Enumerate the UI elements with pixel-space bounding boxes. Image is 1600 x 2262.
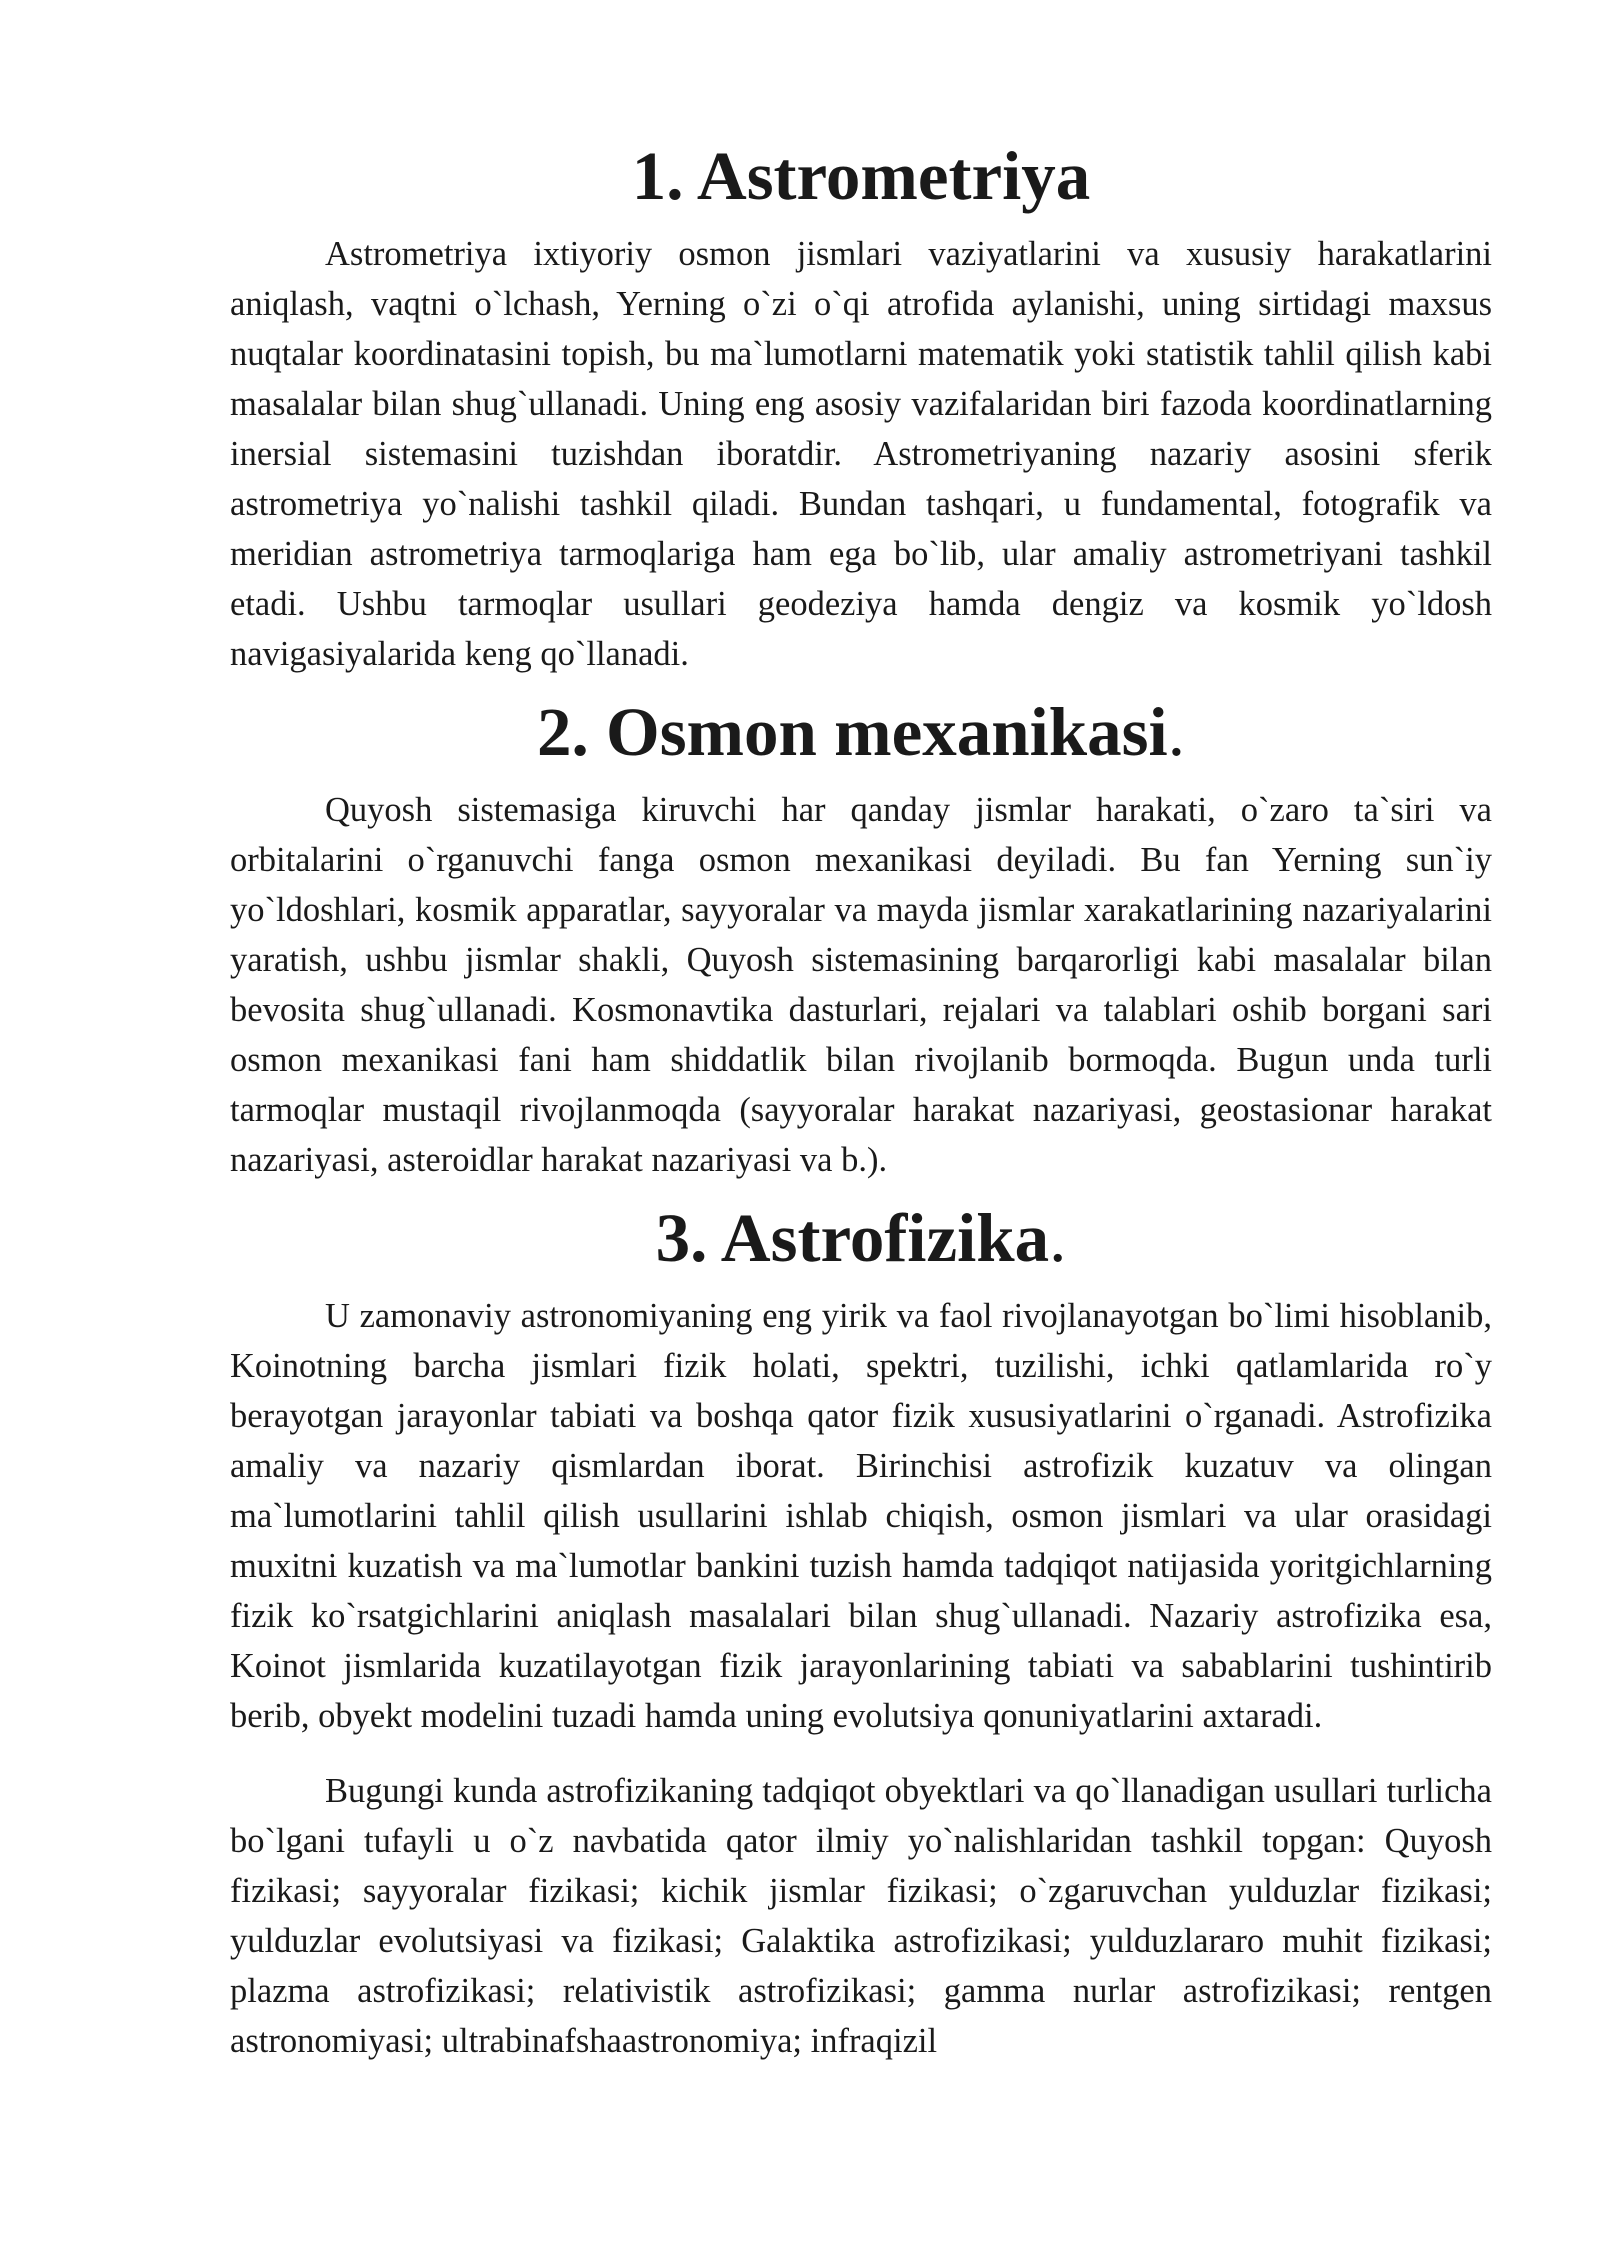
- section-osmon-mexanikasi: [230, 694, 1492, 1185]
- heading-text: 2. Osmon mexanikasi: [537, 694, 1168, 770]
- paragraph: U zamonaviy astronomiyaning eng yirik va faol rivojlanayotgan bo`limi hisoblanib, Koinotning barcha jismlari fizik holati, spektri, tuzilishi, ichki qatlamlarida ro`y berayotgan jarayonlar tabiati va boshqa qator fizik xususiyatlarini o`rganadi. Astrofizika amaliy va nazariy qismlardan iborat. Birinchisi astrofizik kuzatuv va olingan ma`lumotlarini tahlil qilish usullarini ishlab chiqish, osmon jismlari va ular orasidagi muxitni kuzatish va ma`lumotlar bankini tuzish hamda tadqiqot natijasida yoritgichlarning fizik ko`rsatgichlarini aniqlash masalalari bilan shug`ullanadi. Nazariy astrofizika esa, Koinot jismlarida kuzatilayotgan fizik jarayonlarining tabiati va sabablarini tushintirib berib, obyekt modelini tuzadi hamda uning evolutsiya qonuniyatlarini axtaradi.: [230, 1297, 1492, 1735]
- section-astrometriya: [230, 138, 1492, 679]
- document-body: [230, 138, 1492, 2066]
- section-heading: [230, 1200, 1492, 1276]
- heading-suffix: .: [1167, 694, 1185, 770]
- section-heading: [230, 138, 1492, 214]
- section-heading: [230, 694, 1492, 770]
- heading-text: 1. Astrometriya: [631, 138, 1091, 214]
- paragraph: Bugungi kunda astrofizikaning tadqiqot obyektlari va qo`llanadigan usullari turlicha bo`lgani tufayli u o`z navbatida qator ilmiy yo`nalishlaridan tashkil topgan: Quyosh fizikasi; sayyoralar fizikasi; kichik jismlar fizikasi; o`zgaruvchan yulduzlar fizikasi; yulduzlar evolutsiyasi va fizikasi; Galaktika astrofizikasi; yulduzlararo muhit fizikasi; plazma astrofizikasi; relativistik astrofizikasi; gamma nurlar astrofizikasi; rentgen astronomiyasi; ultrabinafshaastronomiya; infraqizil: [230, 1772, 1492, 2060]
- paragraph: Astrometriya ixtiyoriy osmon jismlari vaziyatlarini va xususiy harakatlarini aniqlash, vaqtni o`lchash, Yerning o`zi o`qi atrofida aylanishi, uning sirtidagi maxsus nuqtalar koordinatasini topish, bu ma`lumotlarni matematik yoki statistik tahlil qilish kabi masalalar bilan shug`ullanadi. Uning eng asosiy vazifalaridan biri fazoda koordinatlarning inersial sistemasini tuzishdan iboratdir. Astrometriyaning nazariy asosini sferik astrometriya yo`nalishi tashkil qiladi. Bundan tashqari, u fundamental, fotografik va meridian astrometriya tarmoqlariga ham ega bo`lib, ular amaliy astrometriyani tashkil etadi. Ushbu tarmoqlar usullari geodeziya hamda dengiz va kosmik yo`ldosh navigasiyalarida keng qo`llanadi.: [230, 235, 1492, 673]
- heading-suffix: .: [1049, 1200, 1067, 1276]
- paragraph: Quyosh sistemasiga kiruvchi har qanday jismlar harakati, o`zaro ta`siri va orbitalarini o`rganuvchi fanga osmon mexanikasi deyiladi. Bu fan Yerning sun`iy yo`ldoshlari, kosmik apparatlar, sayyoralar va mayda jismlar xarakatlarining nazariyalarini yaratish, ushbu jismlar shakli, Quyosh sistemasining barqarorligi kabi masalalar bilan bevosita shug`ullanadi. Kosmonavtika dasturlari, rejalari va talablari oshib borgani sari osmon mexanikasi fani ham shiddatlik bilan rivojlanib bormoqda. Bugun unda turli tarmoqlar mustaqil rivojlanmoqda (sayyoralar harakat nazariyasi, geostasionar harakat nazariyasi, asteroidlar harakat nazariyasi va b.).: [230, 791, 1492, 1179]
- heading-text: 3. Astrofizika: [655, 1200, 1050, 1276]
- section-astrofizika: [230, 1200, 1492, 2066]
